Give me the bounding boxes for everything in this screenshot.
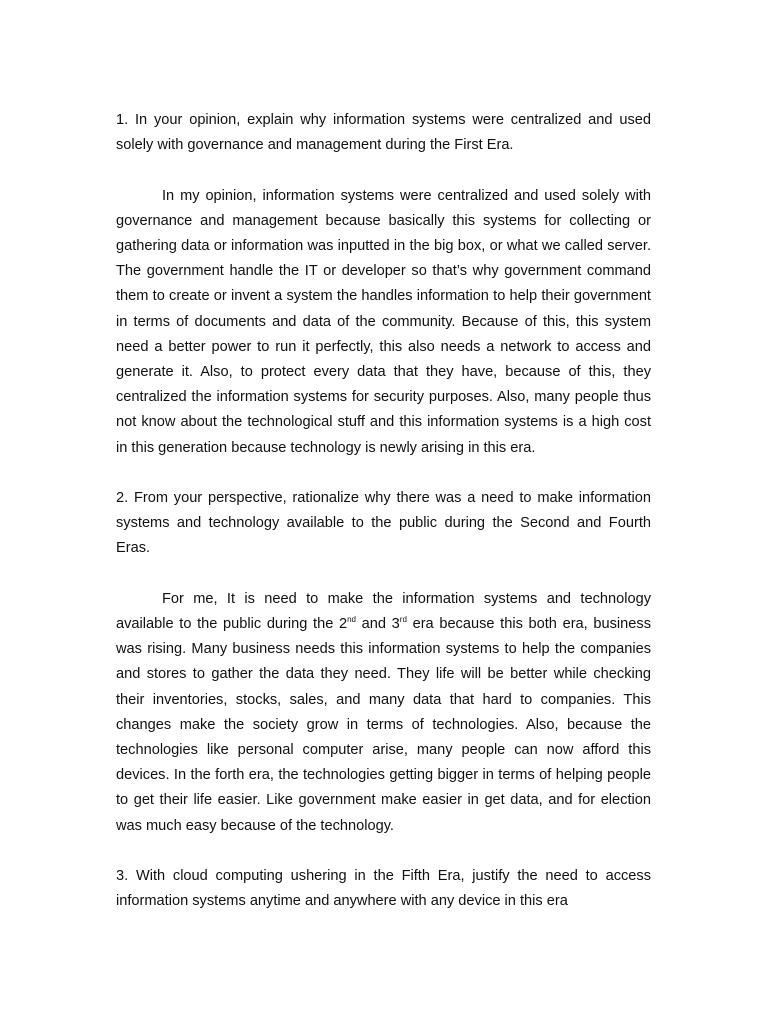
superscript-nd: nd (347, 615, 357, 625)
question-2: 2. From your perspective, rationalize why there was a need to make information systems and technology available to the public during the Second and Fourth Eras. (116, 490, 651, 557)
document-page (116, 108, 651, 940)
answer-1: In my opinion, information systems were centralized and used solely with governance and management because basically this systems for collecting or gathering data or information was inputted in the big box, or what we called server. The government handle the IT or developer so that’s why government command them to create or invent a system the handles information to help their government in terms of documents and data of the community. Because of this, this system need a better power to run it perfectly, this also needs a network to access and generate it. Also, to protect every data that they have, because of this, they centralized the information systems for security purposes. Also, many people thus not know about the technological stuff and this information systems is a high cost in this generation because technology is newly arising in this era. (116, 187, 651, 456)
superscript-rd: rd (399, 615, 407, 625)
answer-2-part-2: and 3 (356, 616, 400, 633)
answer-2-part-1: For me, It is need to make the information systems and technology available to the public during the 2 (116, 590, 651, 633)
question-3: 3. With cloud computing ushering in the Fifth Era, justify the need to access information systems anytime and anywhere with any device in this era (116, 868, 651, 910)
question-1: 1. In your opinion, explain why information systems were centralized and used solely with governance and management during the First Era. (116, 112, 651, 154)
answer-2 (116, 587, 651, 839)
answer-2-part-3: era because this both era, business was rising. Many business needs this information systems to help the companies and stores to gather the data they need. They life will be better while checking their inventories, stocks, sales, and many data that hard to companies. This changes make the society grow in terms of technologies. Also, because the technologies like personal computer arise, many people can now afford this devices. In the forth era, the technologies getting bigger in terms of helping people to get their life easier. Like government make easier in get data, and for election was much easy because of the technology. (116, 616, 651, 834)
